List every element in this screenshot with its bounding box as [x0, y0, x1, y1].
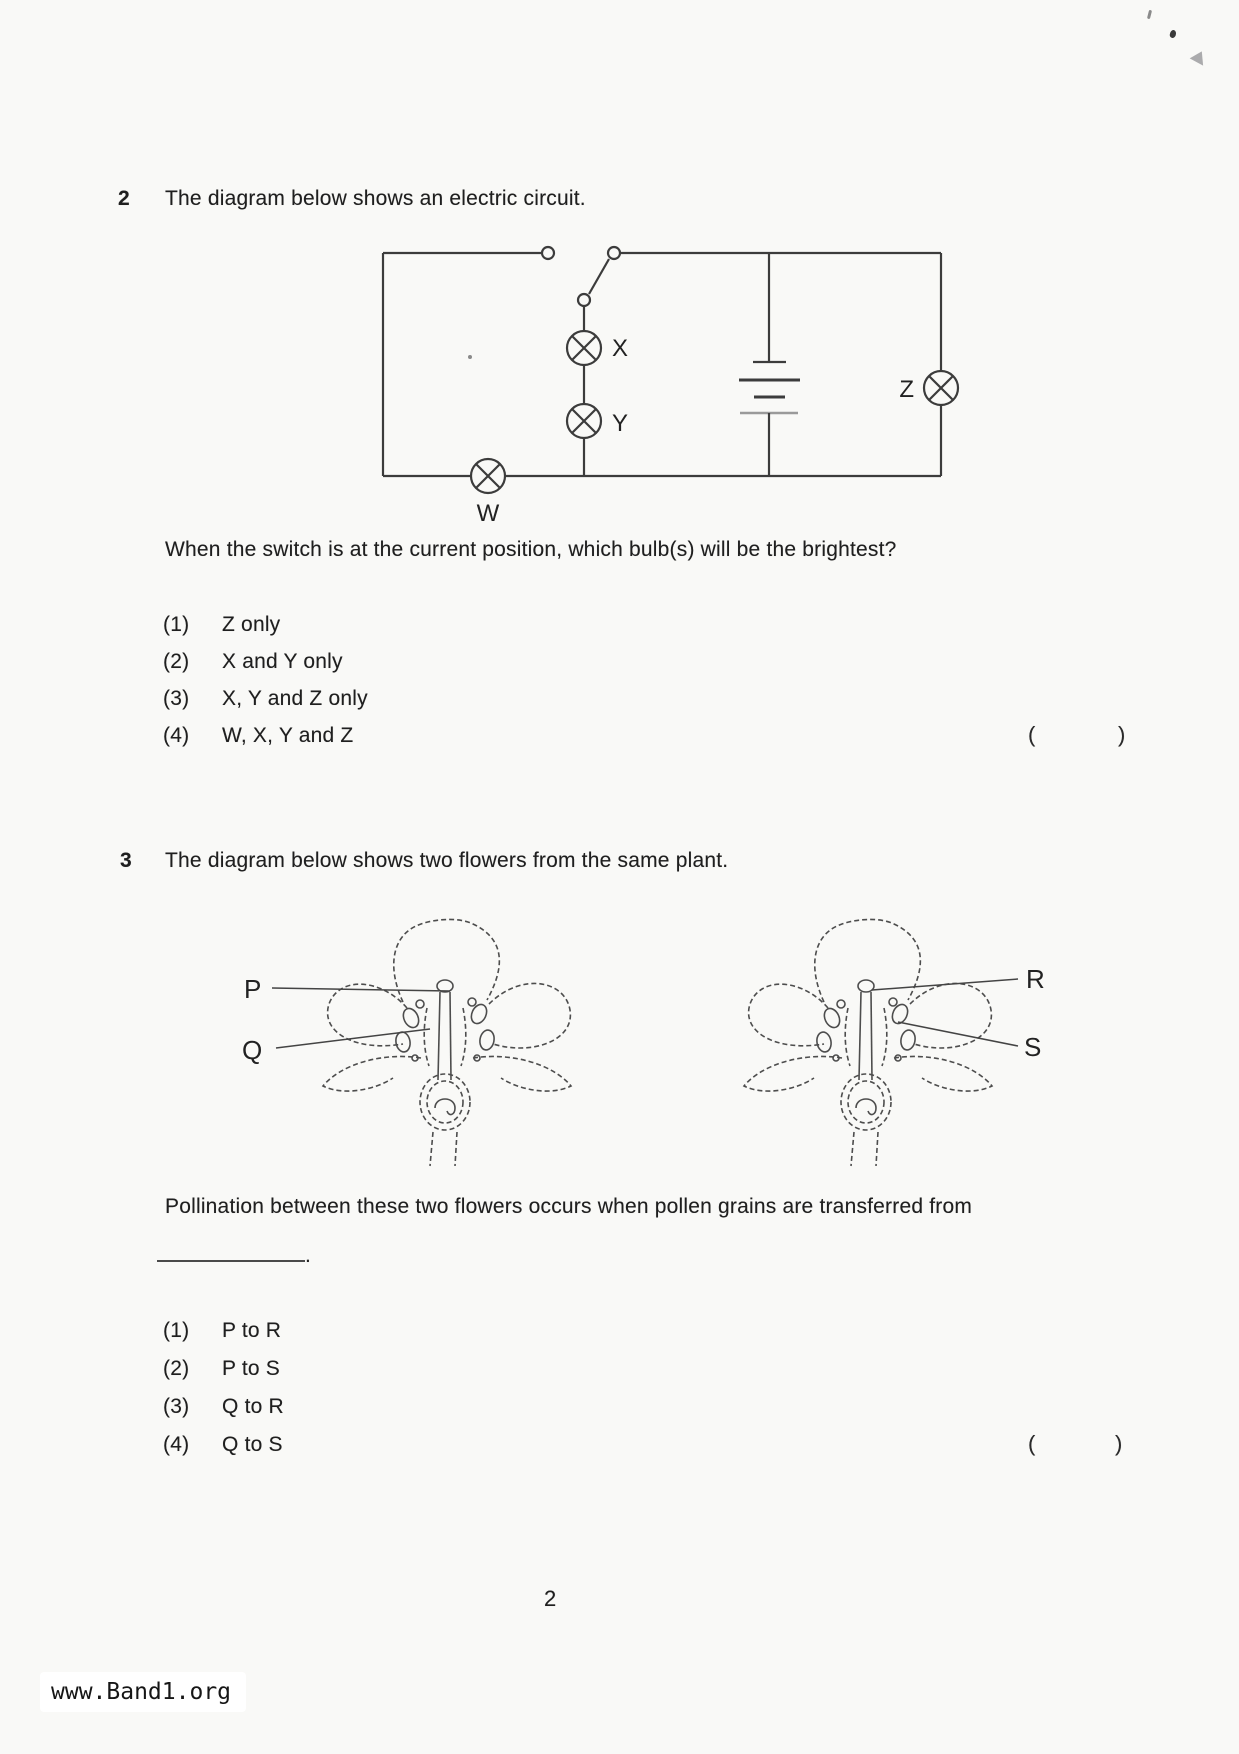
bulb-z-icon: [924, 371, 958, 405]
answer-blank: [157, 1240, 311, 1269]
bulb-y-icon: [567, 404, 601, 438]
option-number: (3): [163, 687, 190, 710]
scan-artifact-dot: [1169, 29, 1177, 39]
question2-answer-bracket-close: ): [1118, 722, 1126, 747]
option-number: (4): [163, 724, 190, 747]
flower-label-r: R: [1026, 964, 1045, 994]
option-number: (1): [163, 1319, 190, 1342]
bulb-z-label: Z: [899, 376, 914, 403]
option-number: (1): [163, 613, 190, 636]
bulb-x-icon: [567, 331, 601, 365]
bulb-w-icon: [471, 459, 505, 493]
flower-right: [744, 919, 992, 1166]
watermark-text: www.Band1.org: [51, 1679, 232, 1705]
option-label: X and Y only: [222, 650, 343, 673]
option-label: Q to S: [222, 1433, 283, 1456]
question2-intro: The diagram below shows an electric circuit.: [165, 187, 586, 210]
switch-pivot-icon: [578, 294, 590, 306]
option-number: (2): [163, 650, 190, 673]
bulb-y-label: Y: [612, 410, 629, 437]
label-p-leader: [272, 988, 450, 991]
scan-artifact-arrow: [1190, 51, 1209, 69]
label-s-leader: [898, 1022, 1018, 1046]
question3-prompt: Pollination between these two flowers occurs when pollen grains are transferred from: [165, 1195, 973, 1218]
question2-prompt: When the switch is at the current position, which bulb(s) will be the brightest?: [165, 538, 897, 561]
flower-label-s: S: [1024, 1032, 1042, 1062]
option-label: P to R: [222, 1319, 282, 1342]
switch-terminal-right-icon: [608, 247, 620, 259]
switch-arm: [589, 259, 609, 294]
question2-answer-bracket-open: (: [1028, 722, 1036, 747]
label-r-leader: [872, 979, 1018, 990]
question3-answer-bracket-close: ): [1115, 1431, 1123, 1456]
option-label: Q to R: [222, 1395, 284, 1418]
flower-label-q: Q: [242, 1035, 263, 1065]
option-label: X, Y and Z only: [222, 687, 368, 710]
option-label: P to S: [222, 1357, 281, 1380]
page-number: 2: [544, 1586, 557, 1611]
option-number: (3): [163, 1395, 190, 1418]
answer-blank-period: .: [305, 1244, 312, 1267]
label-q-leader: [276, 1029, 430, 1048]
question2-number: 2: [118, 187, 130, 210]
bulb-x-label: X: [612, 335, 629, 362]
battery-icon: [739, 253, 800, 476]
scan-artifact-dot-circuit: [468, 355, 472, 359]
answer-blank-line: [157, 1240, 305, 1262]
watermark: [40, 1672, 246, 1712]
option-number: (2): [163, 1357, 190, 1380]
scan-artifact-tick: [1147, 10, 1152, 19]
circuit-diagram: [330, 210, 990, 530]
question3-number: 3: [120, 849, 132, 872]
question3-intro: The diagram below shows two flowers from the same plant.: [165, 849, 729, 872]
option-label: Z only: [222, 613, 281, 636]
question3-answer-bracket-open: (: [1028, 1431, 1036, 1456]
flower-diagrams: [230, 898, 1060, 1168]
flower-label-p: P: [244, 974, 262, 1004]
flower-left: [323, 919, 571, 1166]
bulb-w-label: W: [476, 500, 500, 527]
option-label: W, X, Y and Z: [222, 724, 354, 747]
option-number: (4): [163, 1433, 190, 1456]
switch-terminal-left-icon: [542, 247, 554, 259]
